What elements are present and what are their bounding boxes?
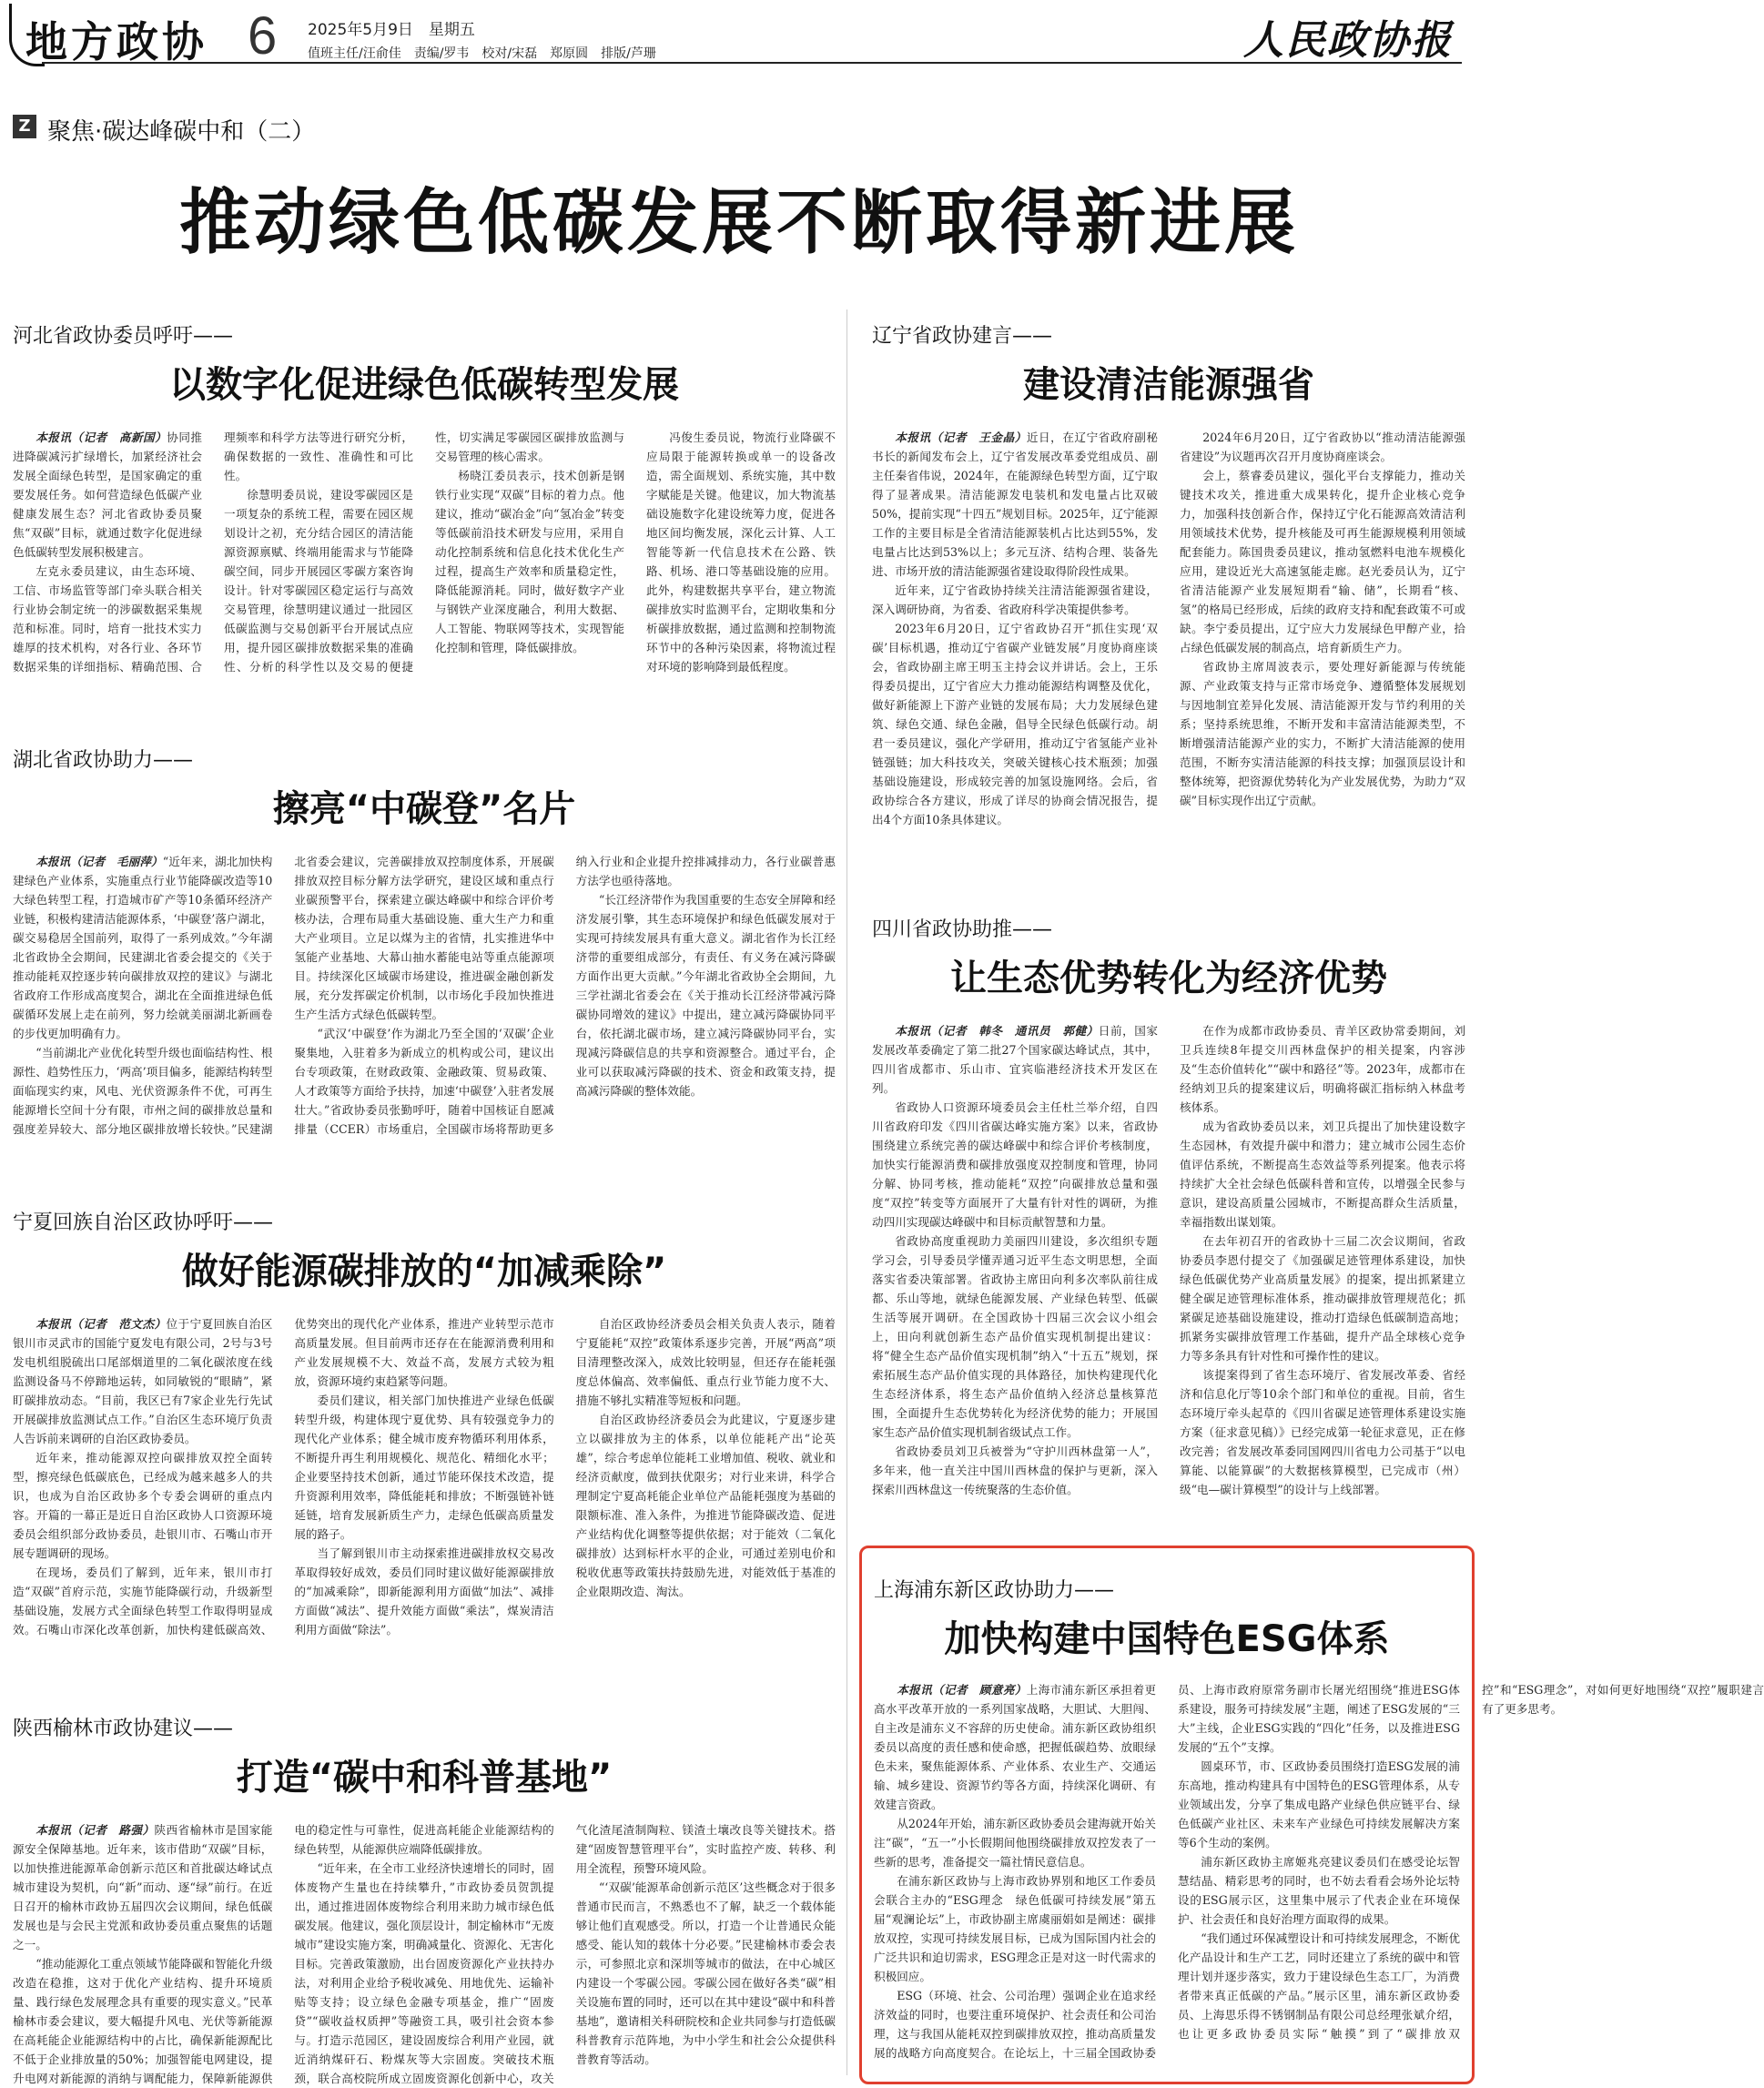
article-sichuan — [872, 914, 1465, 1518]
article-paragraph: 左克永委员建议，由生态环境、工信、市场监管等部门牵头联合相关行业协会制定统一的涉碳数据采集规范和标准。同时，培育一批技术实力雄厚的技术机构，对各行业、各环节数据采集的详细指标、精确范围、合理频率和科学方法等进行研究分析，确保数据的一致性、准确性和可比性。 — [13, 431, 413, 674]
article-hubei — [13, 745, 836, 1158]
article-paragraph: 在作为成都市政协委员、青羊区政协常委期间，刘卫兵连续8年提交川西林盘保护的相关提案，内容涉及“生态价值转化”“碳中和路径”等。2023年，成都市在经纳刘卫兵的提案建议后，明确将碳汇指标纳入林盘考核体系。 — [1180, 1024, 1465, 1114]
article-paragraph: “‘双碳’能源革命创新示范区’这些概念对于很多普通市民而言，不熟悉也不了解，缺乏一个载体能够让他们直观感受。所以，打造一个让普通民众能感受、能认知的载体十分必要。”民建榆林市委会表示，可参照北京和深圳等城市的做法，在中心城区内建设一个零碳公园。零碳公园在做好各类“碳”相关设施布置的同时，还可以在其中建设“碳中和科普基地”，邀请相关科研院校和企业共同参与打造低碳科普教育示范阵地，为中小学生和社会公众提供科普教育等活动。 — [575, 1880, 836, 2066]
article-paragraph: 成为省政协委员以来，刘卫兵提出了加快建设数字生态园林，有效提升碳中和潜力；建立城市公园生态价值评估系统，不断提高生态效益等系列提案。他表示将持续扩大全社会绿色低碳科普和宣传，以增强全民参与意识，建设高质量公园城市，不断提高群众生活质量，幸福指数出谋划策。 — [1180, 1120, 1465, 1229]
article-paragraph: “当前湖北产业优化转型升级也面临结构性、根源性、趋势性压力，‘两高’项目偏多，能源结构转型面临现实约束，风电、光伏资源条件不优，可再生能源增长空间十分有限，市州之间的碳排放总量和强度差异较大、部分地区碳排放增长较快。”民建湖北省委会建议，完善碳排放双控制度体系，开展碳排放双控目标分解方法学研究，建设区域和重点行业碳预警平台，探索建立碳达峰碳中和综合评价考核办法，合理布局重大基础设施、重大生产力和重大产业项目。立足以煤为主的省情，扎实推进华中氢能产业基地、大幕山抽水蓄能电站等重点能源项目。持续深化区域碳市场建设，推进碳金融创新发展，充分发挥碳定价机制，以市场化手段加快推进生产生活方式绿色低碳转型。 — [13, 855, 554, 1136]
article-title: 建设清洁能源强省 — [1023, 364, 1314, 406]
article-paragraph: 自治区政协经济委员会相关负责人表示，随着宁夏能耗“双控”政策体系逐步完善，开展“两高”项目清理整改深入，成效比较明显，但还存在能耗强度总体偏高、效率偏低、重点行业节能力度不大、措施不够扎实精准等短板和问题。 — [575, 1317, 836, 1407]
article-paragraph: 该提案得到了省生态环境厅、省发展改革委、省经济和信息化厅等10余个部门和单位的重视。目前，省生态环境厅牵头起草的《四川省碳足迹管理体系建设实施方案（征求意见稿）》已经完成第一轮征求意见，正在修改完善；省发展改革委同国网四川省电力公司基于“以电算能、以能算碳”的大数据核算模型，已完成市（州）级“电—碳计算模型”的设计与上线部署。 — [1180, 1368, 1465, 1496]
article-paragraph: 省政协主席周波表示，要处理好新能源与传统能源、产业政策支持与正常市场竞争、遵循整体发展规划与因地制宜差异化发展、清洁能源开发与节约利用的关系；坚持系统思维，不断开发和丰富清洁能源类型，不断增强清洁能源产业的实力，不断扩大清洁能源的使用范围，不断夯实清洁能源的科技支撑；加强顶层设计和整体统筹，把资源优势转化为产业发展优势，为助力“双碳”目标实现作出辽宁贡献。 — [1180, 660, 1465, 807]
column-tag: 聚焦·碳达峰碳中和（二） — [47, 118, 316, 146]
page-number: 6 — [248, 6, 278, 66]
article-kicker: 上海浦东新区政协助力—— — [874, 1579, 1115, 1602]
article-yulin — [13, 1713, 836, 2088]
article-body — [874, 1680, 1764, 2077]
article-title: 擦亮“中碳登”名片 — [272, 788, 576, 830]
section-name: 地方政协 — [25, 17, 208, 66]
article-body — [872, 428, 1465, 868]
article-byline: 本报讯（记者 范文杰） — [35, 1317, 167, 1331]
article-paragraph: 本报讯（记者 路强）陕西省榆林市是国家能源安全保障基地。近年来，该市借助“双碳”目标，以加快推进能源革命创新示范区和首批碳达峰试点城市建设为契机，向“新”而动、逐“绿”前行。在近日召开的榆林市政协五届四次会议期间，绿色低碳发展也是与会民主党派和政协委员重点聚焦的话题之一。 — [13, 1823, 273, 1951]
article-title: 打造“碳中和科普基地” — [236, 1757, 613, 1799]
article-paragraph: 在去年初召开的省政协十三届二次会议期间，省政协委员李恩付提交了《加强碳足迹管理体系建设，加快绿色低碳优势产业高质量发展》的提案，提出抓紧建立健全碳足迹管理标准体系，推动碳排放管理规范化；抓紧碳足迹基础设施建设，推动打造绿色低碳制造高地；抓紧务实碳排放管理工作基础，提升产品全球核心竞争力等多条具有针对性和可操作性的建议。 — [1180, 1234, 1465, 1363]
article-paragraph: “近年来，在全市工业经济快速增长的同时，固体废物产生量也在持续攀升，”市政协委员贺凯提出，通过推进固体废物综合利用来助力城市绿色低碳发展。他建议，强化顶层设计，制定榆林市“无废城市”建设实施方案，明确减量化、资源化、无害化目标。完善政策激励，出台固废资源化产业扶持办法，对利用企业给予税收减免、用地优先、运输补贴等支持；设立绿色金融专项基金，推广“固废贷”“碳收益权质押”等融资工具，吸引社会资本参与。打造示范园区，建设固废综合利用产业园，就近消纳煤矸石、粉煤灰等大宗固废。突破技术瓶颈，联合高校院所成立固废资源化创新中心，攻关气化渣尾渣制陶粒、镁渣土壤改良等关键技术。搭建“固废智慧管理平台”，实时监控产废、转移、利用全流程，预警环境风险。 — [294, 1823, 836, 2085]
article-kicker: 陕西榆林市政协建议—— — [13, 1718, 234, 1740]
article-paragraph: 圆桌环节，市、区政协委员围绕打造ESG发展的浦东高地，推动构建具有中国特色的ESG管理体系，从专业领域出发，分享了集成电路产业绿色供应链平台、绿色低碳产业社区、未来车产业绿色可持续发展解决方案等6个生动的案例。 — [1178, 1759, 1460, 1850]
article-title: 以数字化促进绿色低碳转型发展 — [169, 364, 679, 406]
article-paragraph: 本报讯（记者 王金晶）近日，在辽宁省政府副秘书长的新闻发布会上，辽宁省发展改革委党组成员、副主任秦省伟说，2024年，在能源绿色转型方面，辽宁取得了显著成果。清洁能源发电装机和发电量占比双破50%，提前实现“十四五”规划目标。2025年，辽宁能源工作的主要目标是全省清洁能源装机占比达到55%，发电量占比达到53%以上；多元互济、结构合理、装备先进、市场开放的清洁能源强省建设取得阶段性成果。 — [872, 431, 1159, 578]
staff-credits: 值班主任/汪俞佳 责编/罗韦 校对/宋磊 郑原圆 排版/芦珊 — [308, 46, 656, 61]
article-paragraph: “武汉‘中碳登’作为湖北乃至全国的‘双碳’企业聚集地，入驻着多为新成立的机构或公司，建议出台专项政策，在财政政策、金融政策、贸易政策、人才政策等方面给予扶持，加速‘中碳登’入驻者发展壮大。”省政协委员张勤呼吁，随着中国核证自愿减排量（CCER）市场重启，全国碳市场将帮助更多纳入行业和企业提升控排减排动力，各行业碳普惠方法学也亟待落地。 — [294, 855, 836, 1136]
article-paragraph: 省政协人口资源环境委员会主任杜兰举介绍，自四川省政府印发《四川省碳达峰实施方案》以来，省政协围绕建立系统完善的碳达峰碳中和综合评价考核制度，加快实行能源消费和碳排放强度双控制度和管理，协同分解、协同考核，推动能耗“双控”向碳排放总量和强度“双控”转变等方面展开了大量有针对性的调研，为推动四川实现碳达峰碳中和目标贡献智慧和力量。 — [872, 1100, 1158, 1229]
article-body — [13, 1314, 836, 1658]
article-paragraph: 在浦东新区政协与上海市政协界别和地区工作委员会联合主办的“ESG理念 绿色低碳可持续发展”第五届“观澜论坛”上，市政协副主席虞丽娟如是阐述：碳排放双控，实现可持续发展目标，已成为国际国内社会的广泛共识和迫切需求，ESG理念正是对这一时代需求的积极回应。 — [874, 1874, 1156, 1983]
article-paragraph: 近年来，辽宁省政协持续关注清洁能源强省建设，深入调研协商，为省委、省政府科学决策提供参考。 — [872, 583, 1158, 616]
article-paragraph: “长江经济带作为我国重要的生态安全屏障和经济发展引擎，其生态环境保护和绿色低碳发展对于实现可持续发展具有重大意义。湖北省作为长江经济带的重要组成部分，有责任、有义务在减污降碳方面作出更大贡献。”今年湖北省政协全会期间，九三学社湖北省委会在《关于推动长江经济带减污降碳协同增效的建议》中提出，建立减污降碳协同平台，依托湖北碳市场，建立减污降碳协同平台，实现减污降碳信息的共享和资源整合。通过平台，企业可以获取减污降碳的技术、资金和政策支持，提高减污降碳的整体效能。 — [575, 893, 836, 1098]
issue-date: 2025年5月9日 星期五 — [308, 21, 475, 39]
article-paragraph: 委员们建议，相关部门加快推进产业绿色低碳转型升级，构建体现宁夏优势、具有较强竞争力的现代化产业体系；健全城市废弃物循环利用体系，不断提升再生利用规模化、规范化、精细化水平；企业要坚持技术创新，通过节能环保技术改造，提升资源利用效率，降低能耗和排放；不断强链补链延链，培育发展新质生产力，走绿色低碳高质量发展的路子。 — [294, 1394, 554, 1541]
main-headline: 推动绿色低碳发展不断取得新进展 — [178, 182, 1299, 264]
column-badge-icon: Z — [13, 115, 36, 138]
article-byline: 本报讯（记者 高新国） — [35, 431, 167, 444]
article-paragraph: 自治区政协经济委员会为此建议，宁夏逐步建立以碳排放为主的体系，以单位能耗产出“论英雄”，综合考虑单位能耗工业增加值、税收、就业和经济贡献度，做到扶优限劣；对行业来讲，科学合理制定宁夏高耗能企业单位产品能耗强度为基础的限额标准、准入条件，为推进节能降碳改造、促进产业结构优化调整等提供依据；对于能效（二氧化碳排放）达到标杆水平的企业，可通过差别电价和税收优惠等政策扶持鼓励先进，对能效低于基准的企业限期改造、淘汰。 — [575, 1413, 836, 1598]
article-paragraph: 在现场，委员们了解到，近年来，银川市打造“双碳”首府示范，实施节能降碳行动，升级新型基础设施，发展方式全面绿色转型工作取得明显成效。石嘴山市深化改革创新，加快构建低碳高效、优势突出的现代化产业体系，推进产业转型示范市高质量发展。但目前两市还存在在能源消费利用和产业发展规模不大、效益不高，发展方式较为粗放，资源环境约束趋紧等问题。 — [13, 1317, 554, 1637]
article-kicker: 宁夏回族自治区政协呼吁—— — [13, 1211, 274, 1234]
article-paragraph: 从2024年开始，浦东新区政协委员会建海就开始关注“碳”，“五一”小长假期间他围绕碳排放双控发表了一些新的思考，准备提交一篇社情民意信息。 — [874, 1817, 1156, 1869]
article-hebei — [13, 320, 836, 692]
article-byline: 本报讯（记者 路强） — [35, 1823, 155, 1837]
article-byline: 本报讯（记者 毛丽萍） — [35, 855, 163, 868]
article-body — [13, 852, 836, 1158]
article-paragraph: 近年来，推动能源双控向碳排放双控全面转型，擦亮绿色低碳底色，已经成为越来越多人的共识，也成为自治区政协多个专委会调研的重点内容。开篇的一幕正是近日自治区政协人口资源环境委员会组织部分政协委员，赴银川市、石嘴山市开展专题调研的现场。 — [13, 1451, 273, 1560]
article-paragraph: 2024年6月20日，辽宁省政协以“推动清洁能源强省建设”为议题再次召开月度协商座谈会。 — [1180, 431, 1465, 463]
article-liaoning — [872, 320, 1465, 868]
article-body — [13, 1820, 836, 2088]
article-body — [13, 428, 836, 692]
article-shanghai — [874, 1575, 1764, 2077]
article-paragraph: 当了解到银川市主动探索推进碳排放权交易改革取得较好成效，委员们同时建议做好能源碳排放的“加减乘除”，即新能源利用方面做“加法”、减排方面做“减法”、提升效能方面做“乘法”，煤炭清洁利用方面做“除法”。 — [294, 1546, 554, 1637]
article-paragraph: 本报讯（记者 韩冬 通讯员 郭健）日前，国家发展改革委确定了第二批27个国家碳达峰试点，其中，四川省成都市、乐山市、宜宾临港经济技术开发区在列。 — [872, 1024, 1159, 1095]
article-title: 让生态优势转化为经济优势 — [950, 958, 1387, 999]
article-byline: 本报讯（记者 王金晶） — [895, 431, 1027, 444]
article-kicker: 四川省政协助推—— — [872, 918, 1053, 941]
article-byline: 本报讯（记者 顾意亮） — [897, 1683, 1027, 1697]
article-paragraph: 会上，蔡睿委员建议，强化平台支撑能力，推动关键技术攻关，推进重大成果转化，提升企业核心竞争力，加强科技创新合作，保持辽宁化石能源高效清洁利用领域技术优势，提升核能及可再生能源规模利用领域配套能力。陈国贵委员建议，推动氢燃料电池车规模化应用，建设近光大高速氢能走廊。赵光委员认为，辽宁省清洁能源产业发展短期看“输、储”，长期看“核、氢”的格局已经形成，后续的政府支持和配套政策不可或缺。李宁委员提出，辽宁应大力发展绿色甲醇产业，拾占绿色低碳发展的制高点，培育新质生产力。 — [1180, 469, 1465, 654]
article-body — [872, 1021, 1465, 1518]
article-byline: 本报讯（记者 韩冬 通讯员 郭健） — [895, 1024, 1099, 1038]
newspaper-logo: 人民政协报 — [1243, 17, 1453, 64]
article-paragraph: ESG（环境、社会、公司治理）强调企业在追求经济效益的同时，也要注重环境保护、社会责任和公司治理，这与我国从能耗双控到碳排放双控，推动高质量发展的战略方向高度契合。在论坛上，十三届全国政协委员、上海市政府原常务副市长屠光绍围绕“推进ESG体系建设，服务可持续发展”主题，阐述了ESG发展的“三大”主线，企业ESG实践的“四化”任务，以及推进ESG发展的“五个”支撑。 — [874, 1683, 1460, 2060]
article-paragraph: 本报讯（记者 高新国）协同推进降碳减污扩绿增长，加紧经济社会发展全面绿色转型，是国家确定的重要发展任务。如何营造绿色低碳产业健康发展生态？河北省政协委员聚焦“双碳”目标，就通过数字化促进绿色低碳转型发展积极建言。 — [13, 431, 202, 559]
article-paragraph: 冯俊生委员说，物流行业降碳不应局限于能源转换或单一的设备改造，需全面规划、系统实施，其中数字赋能是关键。他建议，加大物流基础设施数字化建设统筹力度，促进各地区间均衡发展，深化云计算、人工智能等新一代信息技术在公路、铁路、机场、港口等基础设施的应用。此外，构建数据共享平台，建立物流碳排放实时监测平台，定期收集和分析碳排放数据，通过监测和控制物流环节中的各种污染因素，将物流过程对环境的影响降到最低程度。 — [646, 431, 836, 674]
article-ningxia — [13, 1207, 836, 1658]
article-paragraph: “我们通过环保减塑设计和可持续发展理念，不断优化产品设计和生产工艺，同时还建立了系统的碳中和管理计划并逐步落实，致力于建设绿色生态工厂，为消费者带来真正低碳的产品。”展示区里，浦东新区政协委员、上海思乐得不锈钢制品有限公司总经理张斌介绍，也让更多政协委员实际“触摸”到了“碳排放双控”和“ESG理念”，对如何更好地围绕“双控”履职建言有了更多思考。 — [1178, 1683, 1764, 2041]
article-kicker: 湖北省政协助力—— — [13, 749, 194, 772]
masthead-divider — [42, 62, 1462, 64]
article-paragraph: 2023年6月20日，辽宁省政协召开“抓住实现‘双碳’目标机遇，推动辽宁省碳产业链发展”月度协商座谈会，省政协副主席王明玉主持会议并讲话。会上，王乐得委员提出，辽宁省应大力推动能源结构调整及优化，做好新能源上下游产业链的发展布局；大力发展绿色建筑、绿色交通、绿色金融，倡导全民绿色低碳行动。胡君一委员建议，强化产学研用，推动辽宁省氢能产业补链强链；加大科技攻关，突破关键核心技术瓶颈；加强基础设施建设，形成较完善的加氢设施网络。会后，省政协综合各方建议，形成了详尽的协商会情况报告，提出4个方面10条具体建议。 — [872, 622, 1158, 826]
article-paragraph: 本报讯（记者 顾意亮）上海市浦东新区承担着更高水平改革开放的一系列国家战略，大胆试、大胆闯、自主改是浦东义不容辞的历史使命。浦东新区政协组织委员以高度的责任感和使命感，把握低碳趋势、放眼绿色未来，聚焦能源体系、产业体系、农业生产、交通运输、城乡建设、资源节约等各方面，持续深化调研、有效建言资政。 — [874, 1683, 1157, 1811]
article-paragraph: 本报讯（记者 毛丽萍）“近年来，湖北加快构建绿色产业体系，实施重点行业节能降碳改造等10大绿色转型工程，打造城市矿产等10条循环经济产业链，积极构建清洁能源体系，‘中碳登’落户湖北，碳交易稳居全国前列，取得了一系列成效。”今年湖北省政协全会期间，民建湖北省委会提交的《关于推动能耗双控逐步转向碳排放双控的建议》与湖北省政府工作形成高度契合，湖北在全面推进绿色低碳循环发展上走在前列，努力绘就美丽湖北新画卷的步伐更加明确有力。 — [13, 855, 273, 1040]
article-kicker: 河北省政协委员呼吁—— — [13, 325, 234, 348]
article-paragraph: 省政协高度重视助力美丽四川建设，多次组织专题学习会，引导委员学懂弄通习近平生态文明思想，全面落实省委决策部署。省政协主席田向利多次率队前往成都、乐山等地，就绿色能源发展、产业绿色转型、低碳生活等展开调研。在全国政协十四届三次会议小组会上，田向利就创新生态产品价值实现机制提出建议：将“健全生态产品价值实现机制”纳入“十五五”规划，探索拓展生态产品价值实现的具体路径，加快构建现代化生态经济体系，将生态产品价值纳入经济总量核算范围，全面提升生态优势转化为经济优势的能力；开展国家生态产品价值实现机制省级试点工作。 — [872, 1234, 1158, 1439]
article-paragraph: 杨晓江委员表示，技术创新是钢铁行业实现“双碳”目标的着力点。他建议，推动“碳冶金”向“氢冶金”转变等低碳前沿技术研发与应用，采用自动化控制系统和信息化技术优化生产过程，提高生产效率和质量稳定性，降低能源消耗。同时，做好数字产业与钢铁产业深度融合，利用大数据、人工智能、物联网等技术，实现智能化控制和管理，降低碳排放。 — [435, 469, 624, 654]
article-title: 加快构建中国特色ESG体系 — [944, 1618, 1390, 1660]
article-paragraph: 省政协委员刘卫兵被誉为“守护川西林盘第一人”，多年来，他一直关注中国川西林盘的保护与更新，深入探索川西林盘这一传统聚落的生态价值。 — [872, 1444, 1158, 1496]
article-kicker: 辽宁省政协建言—— — [872, 325, 1053, 348]
article-paragraph: 浦东新区政协主席姬兆亮建议委员们在感受论坛智慧结晶、精彩思考的同时，也不妨去看看会场外论坛特设的ESG展示区，这里集中展示了代表企业在环境保护、社会责任和良好治理方面取得的成果。 — [1178, 1855, 1460, 1926]
article-title: 做好能源碳排放的“加减乘除” — [181, 1251, 667, 1292]
article-paragraph: 本报讯（记者 范文杰）位于宁夏回族自治区银川市灵武市的国能宁夏发电有限公司，2号与3号发电机组脱硫出口尾部烟道里的二氧化碳浓度在线监测设备马不停蹄地运转，如同敏锐的“眼睛”，紧盯碳排放动态。“目前，我区已有7家企业先行先试开展碳排放监测试点工作。”自治区生态环境厅负责人告诉前来调研的自治区政协委员。 — [13, 1317, 273, 1445]
article-paragraph: “推动能源化工重点领域节能降碳和智能化升级改造在稳推，这对于优化产业结构、提升环境质量、践行绿色发展理念具有重要的现实意义。”民革榆林市委会建议，要大幅提升风电、光伏等新能源在高耗能企业能源结构中的占比，确保新能源配比不低于企业排放量的50%；加强智能电网建设，提升电网对新能源的消纳与调配能力，保障新能源供电的稳定性与可靠性，促进高耗能企业能源结构的绿色转型，从能源供应端降低碳排放。 — [13, 1823, 554, 2085]
article-paragraph: 徐慧明委员说，建设零碳园区是一项复杂的系统工程，需要在园区规划设计之初，充分结合园区的清洁能源资源禀赋、终端用能需求与节能降碳空间，同步开展园区零碳方案咨询设计。针对零碳园区稳定运行与高效交易管理，徐慧明建议通过一批园区低碳监测与交易创新平台开展试点应用，提升园区碳排放数据采集的准确性、分析的科学性以及交易的便捷性，切实满足零碳园区碳排放监测与交易管理的核心需求。 — [224, 431, 624, 674]
